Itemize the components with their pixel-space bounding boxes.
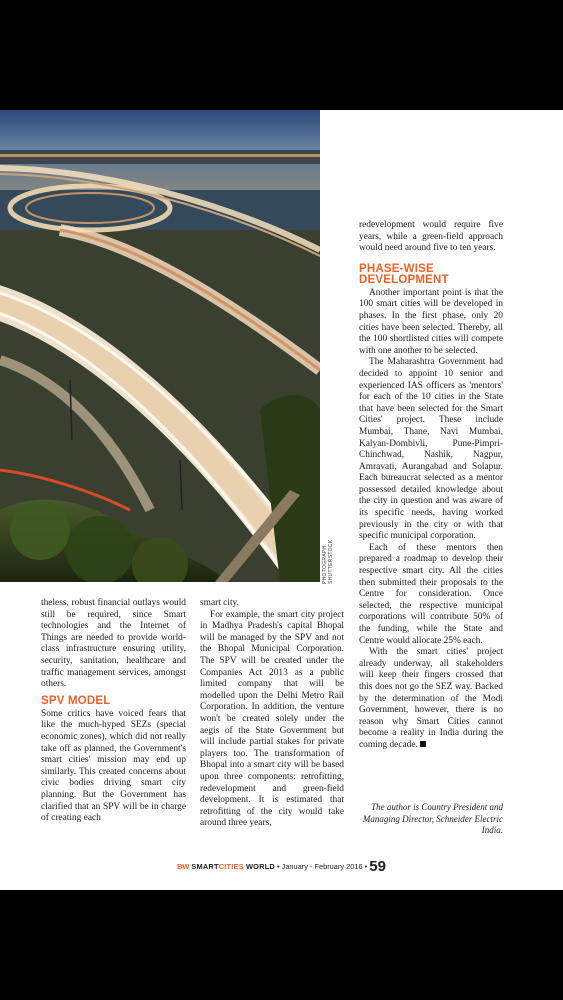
- footer-cities: CITIES: [218, 862, 244, 871]
- paragraph: The Maharashtra Government had decided to appoint 10 senior and experienced IAS officers as 'mentors' for each of the 10 cities in the State that have been selected for the Smart Cities' project. These include Mumbai, Thane, Navi Mumbai, Kalyan-Dombivli, Pune-Pimpri-Chinchwad, Nashik, Nagpur, Amravati, Aurangabad and Solapur. Each bureaucrat selected as a mentor possessed detailed knowledge about the city in question and was aware of its specific needs, having worked previously in the city or with that specific municipal corporation.: [359, 357, 503, 542]
- magazine-page: [0, 110, 563, 890]
- footer-bw: BW: [177, 862, 190, 871]
- section-heading-spv-model: SPV MODEL: [41, 694, 111, 707]
- paragraph: theless, robust financial outlays would still be required, since Smart technologies and the Internet of Things are needed to provide world-class infrastructure ensuring utility, security, sanitation, healthcare and traffic management services, amongst others.: [41, 598, 186, 690]
- paragraph: [359, 647, 503, 751]
- footer-smart: SMART: [191, 862, 219, 871]
- highway-illustration: [0, 110, 320, 582]
- section-heading-phase-wise: PHASE-WISE DEVELOPMENT: [359, 262, 449, 286]
- city-highway-photo: [0, 110, 320, 582]
- column-2: [200, 598, 344, 830]
- paragraph: redevelopment would require five years, while a green-field approach would need around five to ten years.: [359, 220, 503, 254]
- paragraph: Each of these mentors then prepared a roadmap to develop their respective smart city. All the cities then submitted their proposals to the Centre for consideration. Once selected, the respective municipal corporations will contribute 50% of the funding, while the State and Centre would allocate 25% each.: [359, 542, 503, 646]
- column-3: [359, 220, 503, 752]
- paragraph-text: With the smart cities' project already underway, all stakeholders will keep their fingers crossed that this does not go the SEZ way. Backed by the determination of the Modi Government, however, there is no reason why Smart Cities cannot become a reality in India during the coming decade.: [359, 647, 503, 750]
- end-mark-icon: [420, 741, 426, 747]
- paragraph: smart city.: [200, 598, 239, 608]
- footer-sep: •: [364, 862, 368, 871]
- photo-credit: PHOTOGRAPH: SHUTTERSTOCK: [322, 539, 334, 584]
- footer-brand: [191, 862, 275, 871]
- column-1: [41, 598, 186, 825]
- footer-world: WORLD: [245, 862, 275, 871]
- paragraph: Some critics have voiced fears that like the much-hyped SEZs (special economic zones), which did not really take off as planned, the Government's smart cities' mission may end up similarly. This created concerns about civic bodies driving smart city planning. But the Government has clarified that an SPV will be in charge of creating each: [41, 708, 186, 824]
- paragraph: For example, the smart city project in Madhya Pradesh's capital Bhopal will be managed by the SPV and not the Bhopal Municipal Corporation. The SPV will be created under the Companies Act 2013 as a public limited company that will be modelled upon the Delhi Metro Rail Corporation. In addition, the venture won't be created solely under the aegis of the State Government but will include partial stakes for private players too. The transformation of Bhopal into a smart city will be based upon three components: retrofitting, redevelopment and green-field development. It is estimated that retrofitting of the city would take around three years,: [200, 609, 344, 829]
- author-note: The author is Country President and Managing Director, Schneider Electric India.: [362, 802, 503, 835]
- page-footer: [0, 858, 563, 875]
- page-number: 59: [369, 858, 386, 875]
- paragraph: Another important point is that the 100 smart cities will be developed in phases. In the first phase, only 20 cities have been selected. Thereby, all the 100 shortlisted cities will compete with one another to be selected.: [359, 287, 503, 356]
- footer-issue: January - February 2016: [281, 862, 363, 871]
- footer-sep: •: [276, 862, 280, 871]
